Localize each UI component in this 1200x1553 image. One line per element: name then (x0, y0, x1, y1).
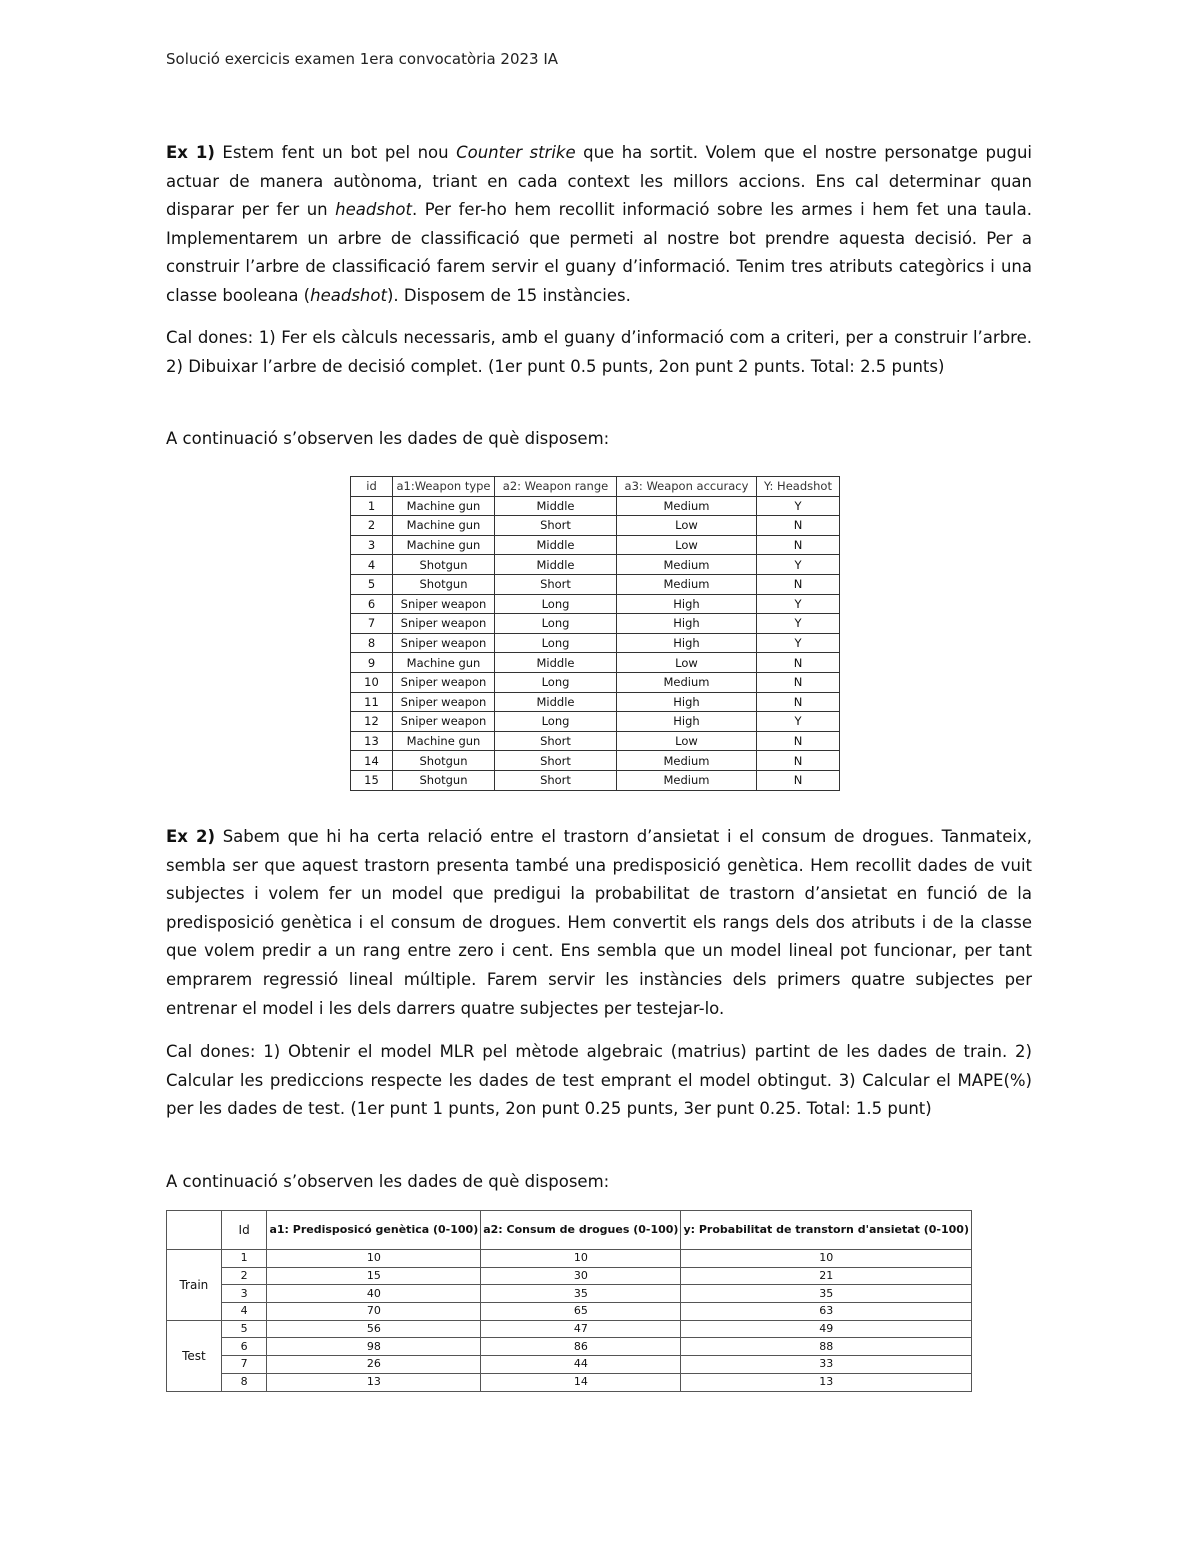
table-cell: Long (495, 594, 617, 614)
ex2-task-3: Calcular el MAPE(%) per les dades de test. (1er punt 1 punts, 2on punt 0.25 punts, 3er punt 0.25. Total: 1.5 punt) (166, 1070, 1032, 1119)
table-cell: High (617, 614, 757, 634)
table-cell: Shotgun (393, 555, 495, 575)
table-cell: Medium (617, 751, 757, 771)
table-cell: Machine gun (393, 653, 495, 673)
column-header: Id (221, 1211, 267, 1250)
table-cell: N (757, 653, 840, 673)
table-header-row (167, 1211, 972, 1250)
table-cell: Sniper weapon (393, 614, 495, 634)
table-cell: Medium (617, 672, 757, 692)
table-row (351, 712, 840, 732)
table-cell: 98 (267, 1338, 481, 1356)
table-cell: Middle (495, 653, 617, 673)
table-cell: 14 (351, 751, 393, 771)
table-cell: 8 (221, 1373, 267, 1391)
table-cell: 10 (681, 1250, 972, 1268)
ex1-text-c: . Per fer-ho hem recollit informació sobre les armes i hem fet una taula. Implementarem un arbre de classificació que permeti al nostre bot prendre aquesta decisió. Per a construir l’arbre de classificació farem servir el guany d’informació. Tenim tres atributs categòrics i una classe booleana ( (166, 200, 1032, 305)
ex1-task-1: Fer els càlculs necessaris, amb el guany d’informació com a criteri, per a construir l’arbre. (281, 328, 1032, 347)
table-cell: Long (495, 712, 617, 732)
table-cell: Short (495, 770, 617, 790)
table-row (351, 555, 840, 575)
ex1-text-d: ). Disposem de 15 instàncies. (386, 285, 631, 305)
table-cell: N (757, 516, 840, 536)
table-cell: Sniper weapon (393, 633, 495, 653)
table-cell: 10 (351, 672, 393, 692)
column-header: y: Probabilitat de transtorn d'ansietat (0-100) (681, 1211, 972, 1250)
table-cell: 12 (351, 712, 393, 732)
table-cell: 13 (351, 731, 393, 751)
table-cell: 3 (221, 1285, 267, 1303)
table-cell: Y (757, 712, 840, 732)
table-row (351, 653, 840, 673)
table-row (351, 516, 840, 536)
ex1-weapons-table (350, 476, 840, 791)
table-cell: 56 (267, 1320, 481, 1338)
table-cell: 14 (481, 1373, 681, 1391)
column-header: a1:Weapon type (393, 477, 495, 497)
table-cell: High (617, 594, 757, 614)
table-cell: 88 (681, 1338, 972, 1356)
table-row (351, 574, 840, 594)
table-row (351, 614, 840, 634)
table-cell: 8 (351, 633, 393, 653)
ex1-game-name: Counter strike (456, 143, 576, 162)
table-cell: Sniper weapon (393, 712, 495, 732)
table-row (167, 1267, 972, 1285)
table-cell: 35 (681, 1285, 972, 1303)
table-cell: 4 (351, 555, 393, 575)
table-cell: 1 (221, 1250, 267, 1268)
table-cell: 21 (681, 1267, 972, 1285)
table-cell: Low (617, 731, 757, 751)
table-cell: 5 (221, 1320, 267, 1338)
ex1-statement (166, 139, 1032, 311)
ex1-headshot-term: headshot (335, 200, 412, 220)
table-cell: 5 (351, 574, 393, 594)
table-cell: 6 (351, 594, 393, 614)
ex1-task (166, 324, 1032, 381)
table-cell: 40 (267, 1285, 481, 1303)
ex2-task-3-number: 3) (838, 1070, 856, 1090)
table-cell: 65 (481, 1303, 681, 1321)
table-cell: High (617, 633, 757, 653)
table-row (351, 633, 840, 653)
table-cell: N (757, 731, 840, 751)
ex2-data-intro: A continuació s’observen les dades de què disposem: (166, 1172, 610, 1191)
train-group-label: Train (167, 1250, 222, 1321)
table-cell: High (617, 712, 757, 732)
ex2-anxiety-table (166, 1210, 972, 1392)
ex1-task-2: Dibuixar l’arbre de decisió complet. (1er punt 0.5 punts, 2on punt 2 punts. Total: 2.5 punts) (188, 356, 945, 376)
column-header: Y: Headshot (757, 477, 840, 497)
ex1-label: Ex 1) (166, 143, 215, 162)
table-cell: 49 (681, 1320, 972, 1338)
table-cell: N (757, 672, 840, 692)
table-cell: 63 (681, 1303, 972, 1321)
table-row (167, 1356, 972, 1374)
table-cell: 35 (481, 1285, 681, 1303)
test-group-label: Test (167, 1320, 222, 1391)
table-cell: 13 (681, 1373, 972, 1391)
table-cell: 44 (481, 1356, 681, 1374)
table-cell: High (617, 692, 757, 712)
ex2-task-2-number: 2) (1015, 1042, 1032, 1061)
ex1-text-a: Estem fent un bot pel nou (222, 143, 449, 162)
column-header: a1: Predisposicó genètica (0-100) (267, 1211, 481, 1250)
table-cell: 7 (351, 614, 393, 634)
table-cell: Middle (495, 535, 617, 555)
ex2-label: Ex 2) (166, 827, 216, 846)
table-cell: Y (757, 496, 840, 516)
ex1-paragraph-1 (166, 139, 1032, 311)
table-cell: Low (617, 535, 757, 555)
table-row (167, 1250, 972, 1268)
table-cell: 13 (267, 1373, 481, 1391)
table-row (351, 692, 840, 712)
table-cell: N (757, 535, 840, 555)
page-header: Solució exercicis examen 1era convocatòria 2023 IA (166, 50, 559, 68)
ex1-task-2-number: 2) (166, 356, 183, 376)
table-cell: Long (495, 614, 617, 634)
column-header: a3: Weapon accuracy (617, 477, 757, 497)
table-row (351, 731, 840, 751)
ex1-data-intro: A continuació s’observen les dades de què disposem: (166, 429, 610, 448)
table-cell: N (757, 770, 840, 790)
table-row (167, 1320, 972, 1338)
table-cell: Y (757, 594, 840, 614)
table-cell: Medium (617, 770, 757, 790)
table-row (351, 751, 840, 771)
table-cell: 3 (351, 535, 393, 555)
table-cell: Shotgun (393, 770, 495, 790)
table-row (351, 770, 840, 790)
table-cell: 1 (351, 496, 393, 516)
table-cell: 2 (351, 516, 393, 536)
ex2-task-1: Obtenir el model MLR pel mètode algebraic (matrius) partint de les dades de train. (288, 1042, 1008, 1061)
table-cell: Shotgun (393, 574, 495, 594)
table-cell: Sniper weapon (393, 672, 495, 692)
table-cell: Shotgun (393, 751, 495, 771)
table-row (351, 535, 840, 555)
table-cell: N (757, 692, 840, 712)
table-cell: 11 (351, 692, 393, 712)
column-header: id (351, 477, 393, 497)
table-cell: N (757, 751, 840, 771)
ex1-headshot-term-2: headshot (310, 285, 387, 305)
table-row (351, 496, 840, 516)
table-header-row (351, 477, 840, 497)
table-cell: Machine gun (393, 731, 495, 751)
table-cell: Machine gun (393, 516, 495, 536)
table-cell: Short (495, 731, 617, 751)
table-cell: Sniper weapon (393, 692, 495, 712)
table-cell: Medium (617, 496, 757, 516)
table-cell: Low (617, 516, 757, 536)
table-cell: Y (757, 555, 840, 575)
table-cell: Middle (495, 692, 617, 712)
table-cell: Long (495, 672, 617, 692)
ex2-task-2: Calcular les prediccions respecte les dades de test emprant el model obtingut. (166, 1070, 833, 1090)
table-cell: Machine gun (393, 535, 495, 555)
column-header (167, 1211, 222, 1250)
table-cell: Low (617, 653, 757, 673)
table-cell: 10 (267, 1250, 481, 1268)
table-cell: Short (495, 574, 617, 594)
table-cell: Short (495, 751, 617, 771)
table-cell: 10 (481, 1250, 681, 1268)
table-cell: Middle (495, 496, 617, 516)
ex1-text-b: que ha sortit. Volem que el nostre personatge pugui actuar de manera autònoma, triant en cada context les millors accions. Ens cal determinar quan disparar per fer un (166, 143, 1032, 220)
table-cell: 7 (221, 1356, 267, 1374)
table-row (351, 594, 840, 614)
table-row (167, 1373, 972, 1391)
table-cell: 47 (481, 1320, 681, 1338)
table-row (167, 1285, 972, 1303)
table-cell: Middle (495, 555, 617, 575)
table-cell: 33 (681, 1356, 972, 1374)
column-header: a2: Consum de drogues (0-100) (481, 1211, 681, 1250)
table-cell: Long (495, 633, 617, 653)
ex2-task (166, 1038, 1032, 1124)
table-cell: 26 (267, 1356, 481, 1374)
table-cell: 9 (351, 653, 393, 673)
column-header: a2: Weapon range (495, 477, 617, 497)
ex1-task-intro: Cal dones: 1) (166, 328, 276, 347)
ex2-statement (166, 823, 1032, 1023)
ex2-text: Sabem que hi ha certa relació entre el trastorn d’ansietat i el consum de drogues. Tanmateix, sembla ser que aquest trastorn presenta també una predisposició genètica. Hem recollit dades de vuit subjectes i volem fer un model que predigui la probabilitat de trastorn d’ansietat en funció de la predisposició genètica i el consum de drogues. Hem convertit els rangs dels dos atributs i de la classe que volem predir a un rang entre zero i cent. Ens sembla que un model lineal pot funcionar, per tant emprarem regressió lineal múltiple. Farem servir les instàncies dels primers quatre subjectes per entrenar el model i les dels darrers quatre subjectes per testejar-lo. (166, 827, 1032, 1018)
table-row (167, 1338, 972, 1356)
table-cell: 15 (267, 1267, 481, 1285)
table-cell: Short (495, 516, 617, 536)
table-cell: Sniper weapon (393, 594, 495, 614)
table-cell: Medium (617, 574, 757, 594)
table-cell: 15 (351, 770, 393, 790)
table-cell: 2 (221, 1267, 267, 1285)
table-cell: 86 (481, 1338, 681, 1356)
table-cell: 4 (221, 1303, 267, 1321)
table-cell: Medium (617, 555, 757, 575)
table-cell: Machine gun (393, 496, 495, 516)
table-cell: 70 (267, 1303, 481, 1321)
table-cell: 6 (221, 1338, 267, 1356)
table-cell: N (757, 574, 840, 594)
table-row (351, 672, 840, 692)
ex2-task-intro: Cal dones: 1) (166, 1042, 281, 1061)
table-row (167, 1303, 972, 1321)
table-cell: Y (757, 633, 840, 653)
table-cell: Y (757, 614, 840, 634)
table-cell: 30 (481, 1267, 681, 1285)
